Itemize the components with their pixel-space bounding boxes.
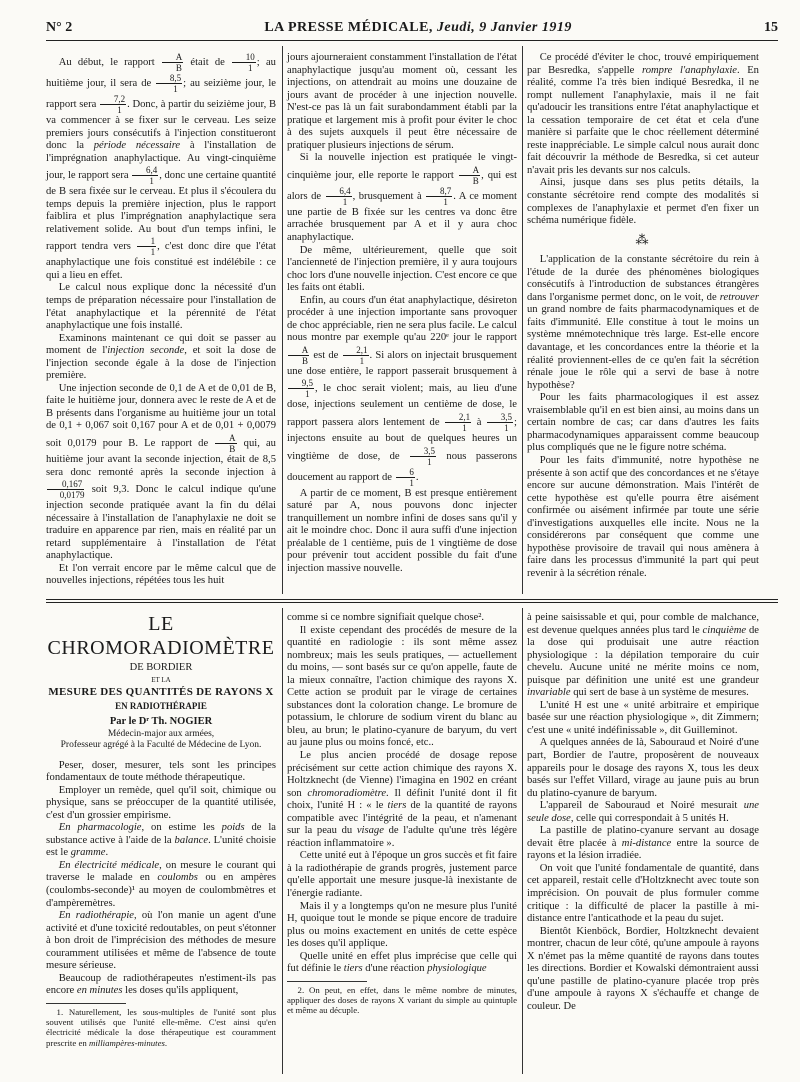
fraction: $\frac{6,4}{1}$ [132,165,158,186]
paragraph: Peser, doser, mesurer, tels sont les principes fondamentaux de toute méthode thérapeutique. [46,759,276,784]
fraction: $\frac{9,5}{1}$ [288,378,314,399]
page-number: 15 [763,20,778,35]
paragraph: comme si ce nombre signifiait quelque chose². [287,612,485,623]
paragraph: L'appareil de Sabouraud et Noiré mesurait une seule dose, celle qui correspondait à 5 unités H. [527,800,759,824]
fraction: $\frac{A}{B}$ [215,433,236,454]
paragraph: Au début, le rapport $\frac{A}{B}$ était de $\frac{10}{1}$ ; au huitième jour, il sera de $\frac{8,5}{1}$ ; au seizième jour, le rapport sera $\frac{7,2}{1}$ . Donc, à partir du seizième jour, B va commencer à se fixer sur le cerveau. Les seize premiers jours consécutifs à l'injection constitueront donc la période nécessaire à l'installation de l'imprégnation anaphylactique. Au vingt-cinquième jour, le rapport sera $\frac{6,4}{1}$ , donc une certaine quantité de B sera fixée sur le cerveau. Et plus il s'écoulera du temps depuis la première injection, plus le rapport faiblira et plus l'imprégnation anaphylactique sera relativement solide. Au bout d'un temps infini, le rapport tendra vers $\frac{1}{1}$ , c'est donc dire que l'état anaphylactique une fois constitué est indélébile : ce qui a lieu en effet. [46,52,277,281]
paragraph: Il existe cependant des procédés de mesure de la quantité en radiologie : ils sont même assez nombreux; mais les seuls pratiques, — actuellement du moins, — sont basés sur ce qu'on appelle, faute de la mieux connaître, l'action chimique des rayons X. Cette action se produit par le virage de certaines substances dont la coloration change. Le bromure de potassium, le chlorure de sodium virent du blanc au bleu, au brun; le platino-cyanure de baryum, du vert au jaune plus ou moins foncé, etc.. [287,624,517,749]
article-column-2 [287,612,517,1016]
article-title-de: DE BORDIER [129,662,193,673]
paragraph: Le calcul nous explique donc la nécessité d'un temps de préparation nécessaire pour l'installation de l'état anaphylactique et la pérennité de l'état anaphylactique une fois installé. [46,282,276,332]
paragraph: L'application de la constante sécrétoire du rein à l'étude de la durée des phénomènes biologiques consécutifs à l'introduction de substances étrangères dans l'organisme permet donc, on le voit, de retrouver un grand nombre de faits pharmacodynamiques et de faits d'immunité. Elle constitue à tout le moins un système mnémotechnique très large. Est-elle encore davantage, et les concordances entre la théorie et la réalité proviennent-elles de ce qu'en fait la sécrétion rénale joue le rôle qui a servi de base à notre hypothèse? [527,254,759,391]
fraction: $\frac{2,1}{1}$ [445,412,471,433]
page-header [46,20,778,38]
author-role: Médecin-major aux armées, [107,728,215,739]
issue-date: Jeudi, 9 Janvier 1919 [436,20,572,35]
author-affiliation: Professeur agrégé à la Faculté de Médecine de Lyon. [60,740,262,750]
paragraph: Mais il y a longtemps qu'on ne mesure plus l'unité H, quoique tout le monde se pique encore de traduire plus ou moins exactement en unités de cette espèce les doses qu'il applique. [287,900,517,950]
fraction: $\frac{A}{B}$ [288,345,309,366]
fraction: $\frac{1}{1}$ [137,236,156,257]
paragraph: Le plus ancien procédé de dosage repose précisément sur cette action chimique des rayons X. Holtzknecht (de Vienne) l'imagina en 1902 en créant son chromoradiomètre. Il définit l'unité dont il fit choix, l'unité H : « le tiers de la quantité de rayons compatible avec l'intégrité de la peau, et n'amenant sur la peau du visage de l'adulte qu'une très légère réaction inflammatoire ». [287,750,517,849]
fraction: $\frac{8,5}{1}$ [156,73,182,94]
paragraph: Ainsi, jusque dans ses plus petits détails, la constante sécrétoire rend compte des modalités si complexes de l'anaphylaxie et permet d'en fixer un schéma numérique fidèle. [527,177,759,227]
fraction: $\frac{8,7}{1}$ [426,186,452,207]
issue-number: N° 2 [46,20,73,35]
paragraph: Une injection seconde de 0,1 de A et de 0,01 de B, faite le huitième jour, donnera avec le reste de A et de B présents dans l'organisme au huitième jour un total de 0,1 + 0,067 soit 0,167 pour A et de 0,01 + 0,0079 soit 0,0179 pour B. Le rapport de $\frac{A}{B}$ qui, au huitième jour avant la seconde injection, était de 8,5 sera donc remonté après la seconde injection à $\frac{0,167}{0,0179}$ soit 9,3. Donc le calcul indique qu'une injection seconde pratiquée avant la fin du délai nécessaire à l'installation de l'anaphylaxie ne doit se traduire en apparence par rien, mais en réalité par un retard supplémentaire à l'installation de l'état anaphylactique. [46,382,277,562]
paragraph: Beaucoup de radiothérapeutes n'estiment-ils pas encore en minutes les doses qu'ils appliquent, [46,972,276,997]
fraction: $\frac{3,5}{1}$ [487,412,513,433]
fraction: $\frac{A}{B}$ [459,165,480,186]
paragraph: Cette unité eut à l'époque un gros succès et fit faire à la radiothérapie de grands progrès, justement parce qu'elle apportait une mesure jusque-là inexistante de l'énergie radiante. [287,850,517,900]
paragraph: Bientôt Kienböck, Bordier, Holtzknecht devaient montrer, chacun de leur côté, qu'une ampoule à rayons X n'émet pas la même quantité de rayons dans toutes les directions. Bordier et Kowalski démontraient aussi qu'une pastille de platino-cyanure placée trop près d'une ampoule à rayons X s'échauffe et change de couleur. De [527,925,759,1012]
article-column-3 [527,612,759,1014]
fraction: $\frac{6}{1}$ [396,467,415,488]
paragraph: La pastille de platino-cyanure servant au dosage devait être placée à mi-distance entre la source de rayons et la lésion irradiée. [527,825,759,862]
column-rule [522,46,523,594]
column-rule [282,608,283,1074]
paragraph: Pour les faits d'immunité, notre hypothèse ne présente à son actif que des concordances et ne s'étaye encore sur aucune démonstration. Mais l'intérêt de cette hypothèse est qu'elle pourra être aisément confirmée ou aisément infirmée par toute une série d'investigations auxquelles elle incite. Nous ne la considérerons par conséquent que comme une hypothèse provisoire de travail qui nous amènera à faire dans les processus d'immunité la part qui peut revenir à la sécrétion rénale. [527,454,759,579]
section-separator-thin [46,602,778,603]
fraction: $\frac{3,5}{1}$ [410,446,436,467]
article-subtitle: MESURE DES QUANTITÉS DE RAYONS X [48,686,274,698]
article-title: LE CHROMORADIOMÈTRE [47,613,275,659]
section-asterism: ⁂ [635,231,651,247]
paragraph: Ce procédé d'éviter le choc, trouvé empiriquement par Besredka, s'appelle rompre l'anaphylaxie. En réalité, comme l'a très bien indiqué Besredka, il ne rompt nullement l'anaphylaxie, mais il ne fait qu'adoucir les transitions entre l'état anaphylactique et la cessation temporaire de cet état et cela d'une manière si parfaite que le choc réellement déterminé reste inappréciable. Le simple calcul nous aurait donc fait découvrir la méthode de Besredka, si cet auteur n'avait pris les devants sur nos calculs. [527,52,759,176]
column-rule [282,46,283,594]
paragraph: à peine saisissable et qui, pour comble de malchance, est devenue quelques années plus tard le cinquième de la dose qui produisait une autre réaction physiologique : la dépilation temporaire du cuir chevelu. Aucune unité ne mérite moins ce nom, puisque par définition une unité est une grandeur invariable qui sert de base à un système de mesures. [527,612,759,699]
paragraph: A partir de ce moment, B est presque entièrement saturé par A, nous pouvons donc injecter tranquillement un nombre infini de doses sans qu'il y ait le moindre choc. Donc il aura suffi d'une injection préalable de 1 centième, puis de 1 vingtième de dose pour prévenir tout accident possible du fait d'une injection massive nouvelle. [287,487,517,574]
section-separator [46,599,778,600]
paragraph: Quelle unité en effet plus imprécise que celle qui fut définie le tiers d'une réaction physiologique [287,950,517,975]
paragraph: Pour les faits pharmacologiques il est assez vraisemblable qu'il en est bien ainsi, au moins dans un certain nombre de cas; car dans d'autres les faits pharmacodynamiques apparaissent comme beaucoup plus compliqués que ne le figure notre schéma. [527,392,759,454]
article-subtitle-2: EN RADIOTHÉRAPIE [115,701,207,711]
footnote-rule [287,981,367,982]
header-rule [46,40,778,41]
paragraph: jours ajourneraient constamment l'installation de l'état anaphylactique jusqu'au moment où, cessant les injections, on attendrait au moins une douzaine de jours avant de procéder à une injection nouvelle. N'est-ce pas là un fait surabondamment établi par la pratique et largement mis à profit pour éviter le choc à des sujets auxquels il peut être nécessaire de pratiquer plusieurs injections de sérum. [287,52,517,151]
footnote-2: 2. On peut, en effet, dans le même nombre de minutes, appliquer des doses de rayons X variant du simple au quintuple et même au décuple. [287,984,517,1016]
article-column-1 [46,612,276,1048]
journal-title: LA PRESSE MÉDICALE, Jeudi, 9 Janvier 1919 [264,20,572,35]
paragraph: On voit que l'unité fondamentale de quantité, dans cet appareil, restait celle d'Holtzknecht avec toute son imprécision. On pouvait de plus formuler comme critique : la difficulté de placer la pastille à mi-distance entre l'anticathode et la peau du sujet. [527,862,759,925]
column-rule [522,608,523,1074]
paragraph: De même, ultérieurement, quelle que soit l'ancienneté de l'injection première, il y aura toujours choc lors d'une nouvelle injection. C'est encore ce que les faits ont établi. [287,244,517,294]
paragraph: Examinons maintenant ce qui doit se passer au moment de l'injection seconde, et soit la dose de l'injection seconde égale à la dose de l'injection première. [46,332,276,382]
paragraph: L'unité H est une « unité arbitraire et empirique basée sur une réaction physiologique », dit Zimmern; c'est une « unité indéfinissable », dit Guilleminot. [527,699,759,736]
upper-column-3 [527,52,759,580]
paragraph: En radiothérapie, où l'on manie un agent d'une activité et d'une toxicité redoutables, on peut s'étonner à bon droit de l'imprécision des méthodes de mesure couramment utilisées et même de l'absence de toute mesure sérieuse. [46,910,276,972]
paragraph: Et l'on verrait encore par le même calcul que de nouvelles injections, répétées tous les huit [46,562,276,587]
fraction: $\frac{0,167}{0,0179}$ [47,479,84,500]
fraction: $\frac{A}{B}$ [162,52,183,73]
upper-column-2 [287,52,517,575]
fraction: $\frac{10}{1}$ [232,52,256,73]
fraction: $\frac{2,1}{1}$ [343,345,369,366]
fraction: $\frac{7,2}{1}$ [100,94,126,115]
article-title-et-la: ET LA [151,676,171,684]
article-author: Par le Dʳ Th. NOGIER [109,716,213,727]
paragraph: En pharmacologie, on estime les poids de la substance active à l'aide de la balance. L'unité choisie est le gramme. [46,822,277,859]
paragraph: En électricité médicale, on mesure le courant qui traverse le malade en coulombs ou en ampères (coulombs-seconde)¹ au moyen de coulombmètres et d'ampèremètres. [46,859,277,909]
footnote-rule [46,1003,126,1004]
paragraph: Enfin, au cours d'un état anaphylactique, désireton procéder à une injection importante sans provoquer de choc appréciable, rien ne sera plus facile. Le calcul nous montre par exemple qu'au 220ᵉ jour le rapport $\frac{A}{B}$ est de $\frac{2,1}{1}$ . Si alors on injectait brusquement une dose entière, le rapport passerait brusquement à $\frac{9,5}{1}$ , le choc serait violent; mais, au lieu d'une dose, injections seulement un centième de dose, le rapport passera alors lentement de $\frac{2,1}{1}$ à $\frac{3,5}{1}$ ; injectons ensuite au bout de quelques heures un vingtième de dose, de $\frac{3,5}{1}$ nous passerons doucement au rapport de $\frac{6}{1}$ . [287,294,518,488]
paragraph: A quelques années de là, Sabouraud et Noiré d'une part, Bordier de l'autre, proposèrent de nouveaux appareils pour le dosage des rayons X, tous les deux basés sur l'effet Villard, virage au jaune puis au brun du platino-cyanure de baryum. [527,737,759,799]
footnote-1: 1. Naturellement, les sous-multiples de l'unité sont plus souvent utilisés que l'unité elle-même. C'est ainsi qu'en électricité médicale la dose thérapeutique est couramment prescrite en milliampères-minutes. [46,1006,276,1048]
fraction: $\frac{6,4}{1}$ [326,186,352,207]
upper-column-1 [46,52,276,588]
paragraph: Si la nouvelle injection est pratiquée le vingt-cinquième jour, elle reporte le rapport $\frac{A}{B}$ , qui est alors de $\frac{6,4}{1}$ , brusquement à $\frac{8,7}{1}$ . A ce moment une partie de B fixée sur les centres va donc être arrachée brusquement par A et il y aura choc anaphylactique. [287,152,517,244]
paragraph: Employer un remède, quel qu'il soit, chimique ou physique, sans se préoccuper de la quantité utilisée, c'est d'un grossier empirisme. [46,784,276,821]
